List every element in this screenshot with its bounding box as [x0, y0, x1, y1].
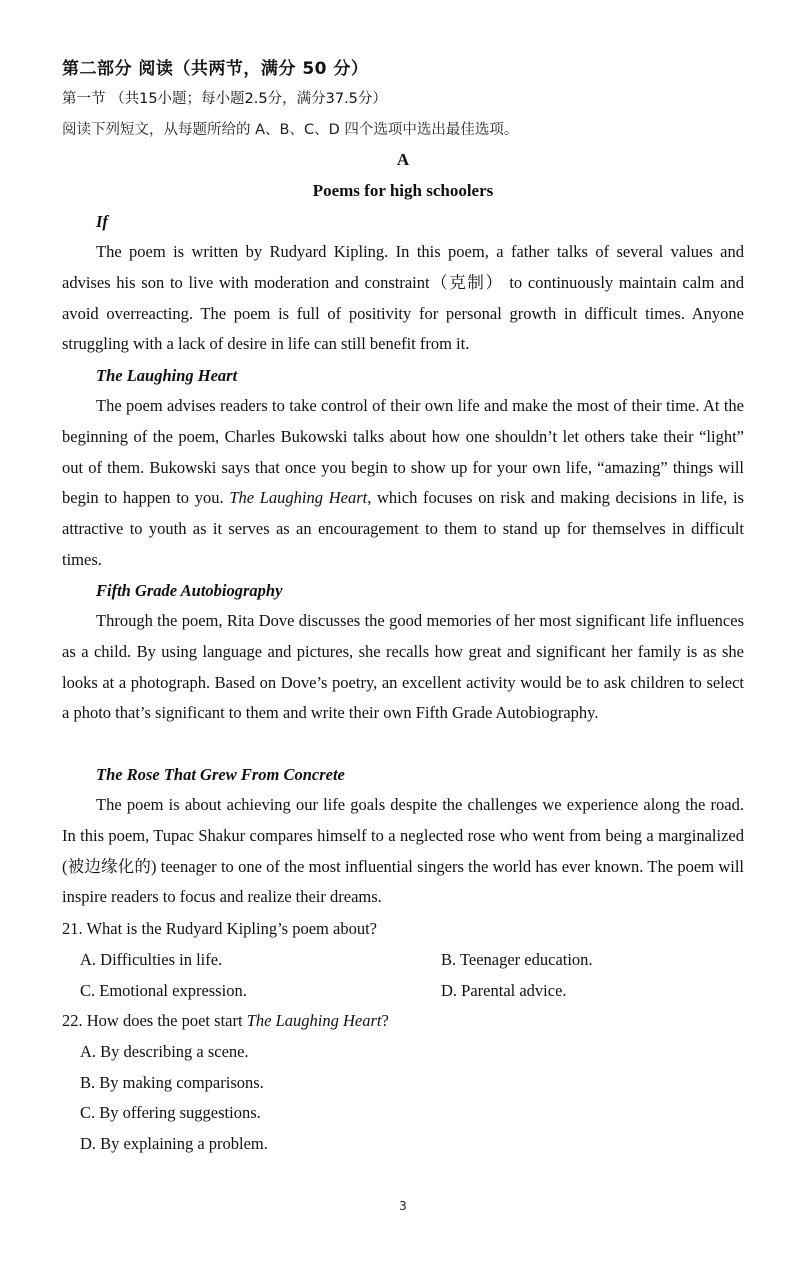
- question-22-stem: 22. How does the poet start: [62, 1011, 247, 1030]
- poem-title-rose-concrete: The Rose That Grew From Concrete: [96, 765, 345, 784]
- question-22-stem-end: ?: [381, 1011, 389, 1030]
- instructions: 阅读下列短文，从每题所给的 A、B、C、D 四个选项中选出最佳选项。: [62, 122, 519, 138]
- poem-description-fifth-grade: Through the poem, Rita Dove discusses the good memories of her most significant life influences as a child. By using language and pictures, she recalls how great and significant her family is as she looks at a photograph. Based on Dove’s poetry, an excellent activity would be to ask children to select a photo that’s significant to them and write their own Fifth Grade Autobiography.: [62, 611, 744, 723]
- poem-description-if: The poem is written by Rudyard Kipling. In this poem, a father talks of several values and advises his son to live with moderation and constraint（克制） to continuously maintain calm and avoid overreacting. The poem is full of positivity for personal growth in difficult times. Anyone struggling with a lack of desire in life can still benefit from it.: [62, 242, 744, 354]
- section-title: 第一节 （共15小题；每小题2.5分，满分37.5分）: [62, 91, 387, 107]
- passage-label: A: [396, 150, 410, 169]
- question-21-option-c[interactable]: C. Emotional expression.: [80, 981, 247, 1000]
- page-number: 3: [399, 1199, 407, 1213]
- part-title: 第二部分 阅读（共两节，满分 50 分）: [62, 59, 369, 79]
- poem-title-laughing-heart: The Laughing Heart: [96, 366, 238, 385]
- paragraph-text: The poem advises readers to take control of their own life and make the most of their time. At the beginning of the poem, Charles Bukowski talks about how one shouldn’t let others take their “light” out of them. Bukowski says that once you begin to show up for your own life, “amazing” things will begin to happen to you.: [62, 396, 744, 508]
- question-22-option-c[interactable]: C. By offering suggestions.: [80, 1103, 261, 1122]
- poem-description-rose-concrete: The poem is about achieving our life goals despite the challenges we experience along the road. In this poem, Tupac Shakur compares himself to a neglected rose who went from being a marginalized (被边缘化的) teenager to one of the most influential singers the world has ever known. The poem will inspire readers to focus and realize their dreams.: [62, 795, 744, 907]
- paragraph-text: , which focuses on risk and making decisions in life, is attractive to youth as it serves as an encouragement to them to stand up for themselves in difficult times.: [62, 488, 744, 569]
- question-22-option-a[interactable]: A. By describing a scene.: [80, 1042, 249, 1061]
- question-21-option-a[interactable]: A. Difficulties in life.: [80, 950, 223, 969]
- question-21-option-b[interactable]: B. Teenager education.: [441, 950, 593, 969]
- poem-title-fifth-grade: Fifth Grade Autobiography: [96, 581, 283, 600]
- poem-title-if: If: [96, 212, 108, 231]
- question-22: [62, 1011, 389, 1031]
- poem-title-reference: The Laughing Heart: [229, 488, 368, 508]
- poem-description-laughing-heart: [62, 391, 744, 576]
- question-21-option-d[interactable]: D. Parental advice.: [441, 981, 567, 1000]
- question-22-option-b[interactable]: B. By making comparisons.: [80, 1073, 264, 1092]
- question-22-option-d[interactable]: D. By explaining a problem.: [80, 1134, 268, 1153]
- question-22-poem-title: The Laughing Heart: [246, 1011, 382, 1030]
- passage-title: Poems for high schoolers: [312, 181, 494, 200]
- question-21: 21. What is the Rudyard Kipling’s poem about?: [62, 919, 377, 938]
